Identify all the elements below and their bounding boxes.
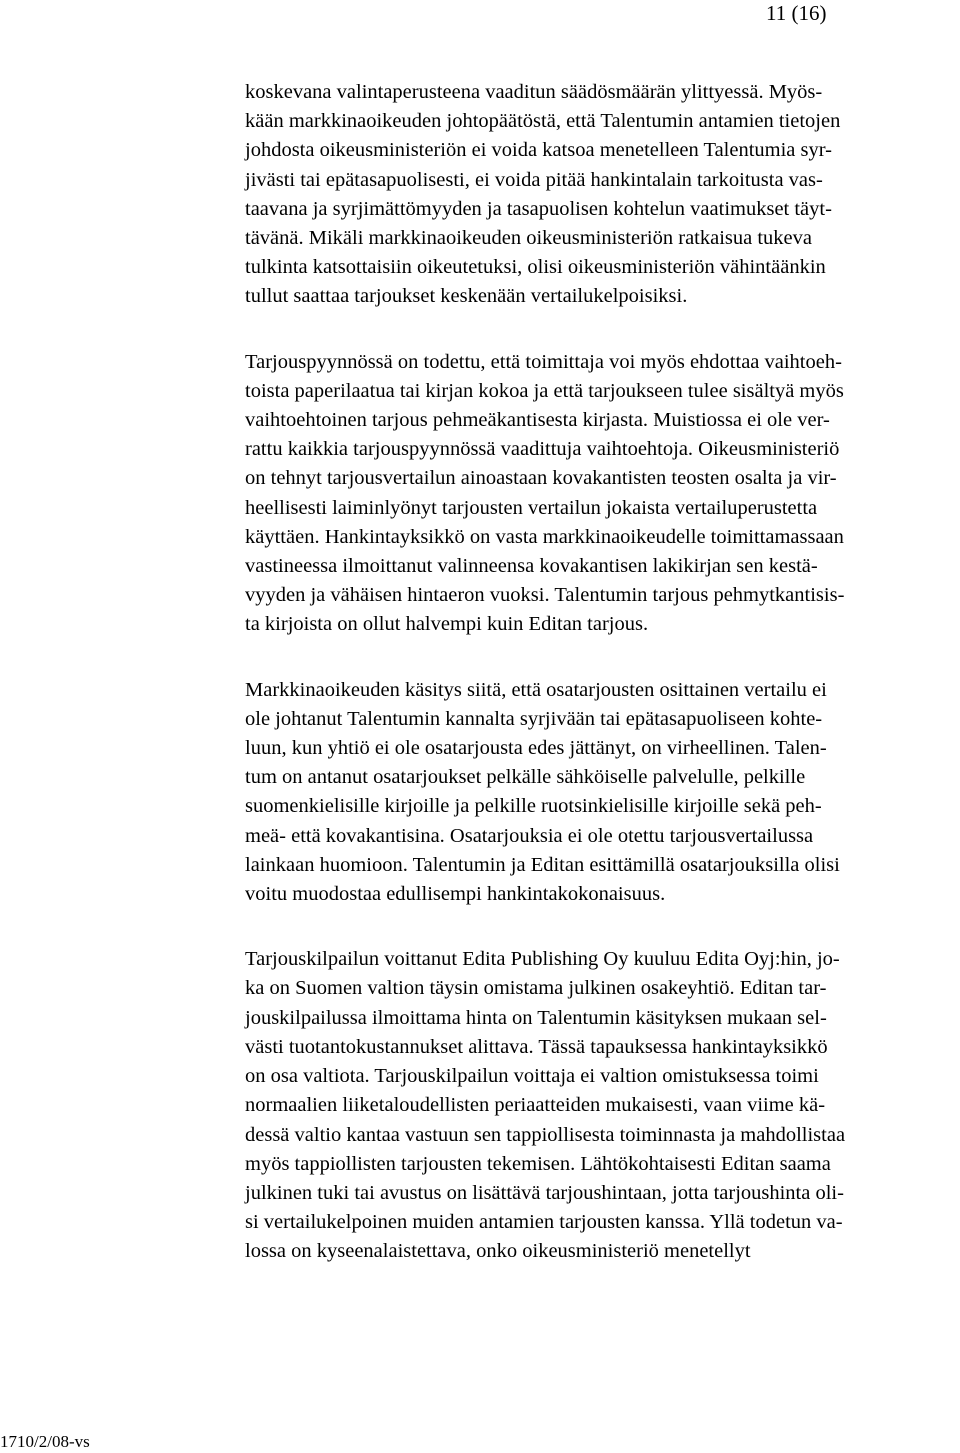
text-line: toista paperilaatua tai kirjan kokoa ja että tarjoukseen tulee sisältyä myös [245,379,844,402]
text-line: lainkaan huomioon. Talentumin ja Editan esittämillä osatarjouksilla olisi [245,853,840,876]
text-line: koskevana valintaperusteena vaaditun säädösmäärän ylittyessä. Myös- [245,81,823,103]
text-line: västi tuotantokustannukset alittava. Tässä tapauksessa hankintayksikkö [245,1035,828,1058]
text-line: ka on Suomen valtion täysin omistama julkinen osakeyhtiö. Editan tar- [245,977,827,1000]
text-line: Tarjouskilpailun voittanut Edita Publishing Oy kuuluu Edita Oyj:hin, jo- [245,948,840,971]
text-line: tum on antanut osatarjoukset pelkälle sähköiselle palvelulle, pelkille [245,766,806,789]
document-body [245,78,960,1303]
text-line: jouskilpailussa ilmoittama hinta on Talentumin käsityksen mukaan sel- [245,1006,827,1029]
text-line: Markkinaoikeuden käsitys siitä, että osatarjousten osittainen vertailu ei [245,678,827,701]
text-line: vaihtoehtoinen tarjous pehmeäkantisesta kirjasta. Muistiossa ei ole ver- [245,409,830,432]
text-line: myös tappiollisten tarjousten tekemisen. Lähtökohtaisesti Editan saama [245,1152,831,1175]
text-line: dessä valtio kantaa vastuun sen tappiollisesta toiminnasta ja mahdollistaa [245,1123,846,1146]
text-line: ole johtanut Talentumin kannalta syrjivään tai epätasapuoliseen kohte- [245,707,823,730]
text-line: käyttäen. Hankintayksikkö on vasta markkinaoikeudelle toimittamassaan [245,525,844,548]
text-line: lossa on kyseenalaistettava, onko oikeusministeriö menetellyt [245,1240,751,1263]
text-line: taavana ja syrjimättömyyden ja tasapuolisen kohtelun vaatimukset täyt- [245,197,832,220]
text-line: tullut saattaa tarjoukset keskenään vertailukelpoisiksi. [245,285,688,308]
text-line: kään markkinaoikeuden johtopäätöstä, että Talentumin antamien tietojen [245,110,841,133]
text-line: vastineessa ilmoittanut valinneensa kovakantisen lakikirjan sen kestä- [245,555,818,578]
text-line: ta kirjoista on ollut halvempi kuin Editan tarjous. [245,613,649,636]
paragraph-2 [245,348,960,640]
text-line: si vertailukelpoinen muiden antamien tarjousten kanssa. Yllä todetun va- [245,1211,843,1234]
text-line: normaalien liiketaloudellisten periaatteiden mukaisesti, vaan viime kä- [245,1094,826,1117]
text-line: heellisesti laiminlyönyt tarjousten vertailun jokaista vertailuperustetta [245,496,818,519]
text-line: tävänä. Mikäli markkinaoikeuden oikeusministeriön ratkaisua tukeva [245,227,813,250]
text-line: meä- että kovakantisina. Osatarjouksia ei ole otettu tarjousvertailussa [245,824,814,847]
paragraph-3 [245,676,960,910]
text-line: suomenkielisille kirjoille ja pelkille ruotsinkielisille kirjoille sekä peh- [245,795,822,818]
text-line: on osa valtiota. Tarjouskilpailun voittaja ei valtion omistuksessa toimi [245,1065,819,1088]
paragraph-1 [245,78,960,312]
page-number: 11 (16) [766,1,827,25]
text-line: luun, kun yhtiö ei ole osatarjousta edes jättänyt, on virheellinen. Talen- [245,737,827,760]
text-line: johdosta oikeusministeriön ei voida katsoa menetelleen Talentumia syr- [245,139,833,162]
text-line: jivästi tai epätasapuolisesti, ei voida pitää hankintalain tarkoitusta vas- [245,168,823,191]
text-line: julkinen tuki tai avustus on lisättävä tarjoushintaan, jotta tarjoushinta oli- [245,1181,844,1204]
text-line: rattu kaikkia tarjouspyynnössä vaadittuja vaihtoehtoja. Oikeusministeriö [245,438,840,461]
text-line: voitu muodostaa edullisempi hankintakokonaisuus. [245,883,666,906]
text-line: Tarjouspyynnössä on todettu, että toimittaja voi myös ehdottaa vaihtoeh- [245,350,842,373]
document-reference: 1710/2/08-vs [0,1432,90,1451]
paragraph-4 [245,945,960,1266]
text-line: tulkinta katsottaisiin oikeutetuksi, olisi oikeusministeriön vähintäänkin [245,256,826,279]
text-line: vyyden ja vähäisen hintaeron vuoksi. Talentumin tarjous pehmytkantisis- [245,584,845,607]
text-line: on tehnyt tarjousvertailun ainoastaan kovakantisten teosten osalta ja vir- [245,467,837,490]
